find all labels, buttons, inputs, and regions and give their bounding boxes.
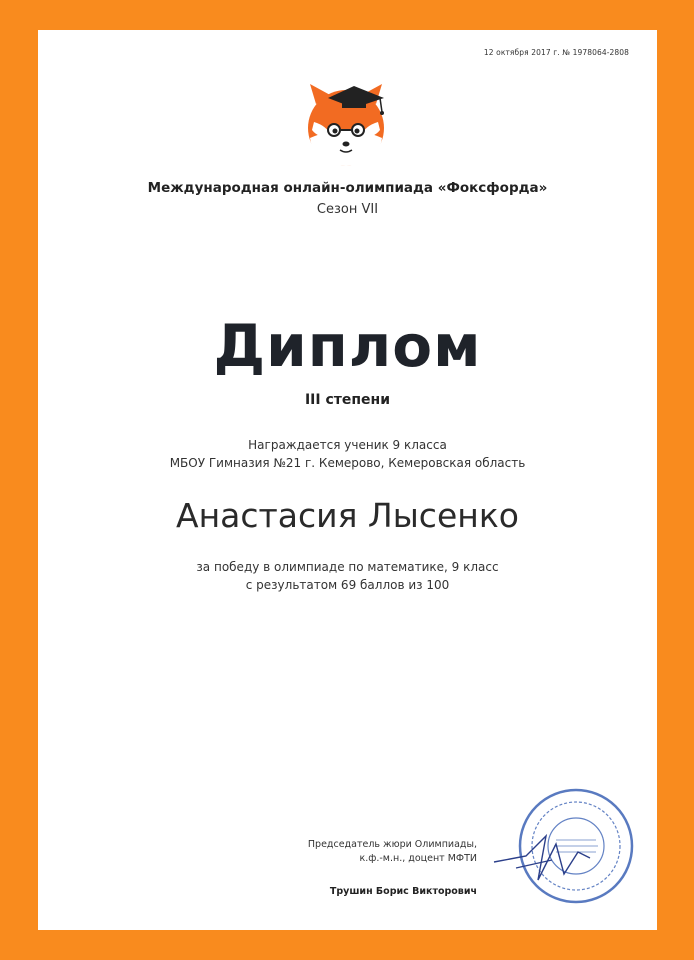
document-number: 12 октября 2017 г. № 1978064-2808 <box>483 48 629 57</box>
signatory-line-2: к.ф.-м.н., доцент МФТИ <box>359 853 477 864</box>
reason-line-1: за победу в олимпиаде по математике, 9 класс <box>196 560 499 574</box>
organization-title: Международная онлайн-олимпиада «Фоксфорда» <box>147 180 548 196</box>
recipient-name: Анастасия Лысенко <box>176 496 519 535</box>
season-label: Сезон VII <box>316 202 379 217</box>
awarded-line-1: Награждается ученик 9 класса <box>248 438 447 452</box>
awarded-text <box>38 436 657 472</box>
reason-line-2: с результатом 69 баллов из 100 <box>245 578 450 592</box>
diploma-sheet <box>38 30 657 930</box>
handwritten-signature-icon <box>486 822 596 892</box>
fox-logo-icon <box>302 82 394 168</box>
signatory-name: Трушин Борис Викторович <box>329 886 477 897</box>
reason-text <box>38 558 657 594</box>
signatory-line-1: Председатель жюри Олимпиады, <box>307 839 477 850</box>
signatory-title <box>308 838 477 866</box>
awarded-line-2: МБОУ Гимназия №21 г. Кемерово, Кемеровская область <box>169 456 526 470</box>
degree-label: III степени <box>304 392 391 408</box>
diploma-title: Диплом <box>213 312 482 380</box>
